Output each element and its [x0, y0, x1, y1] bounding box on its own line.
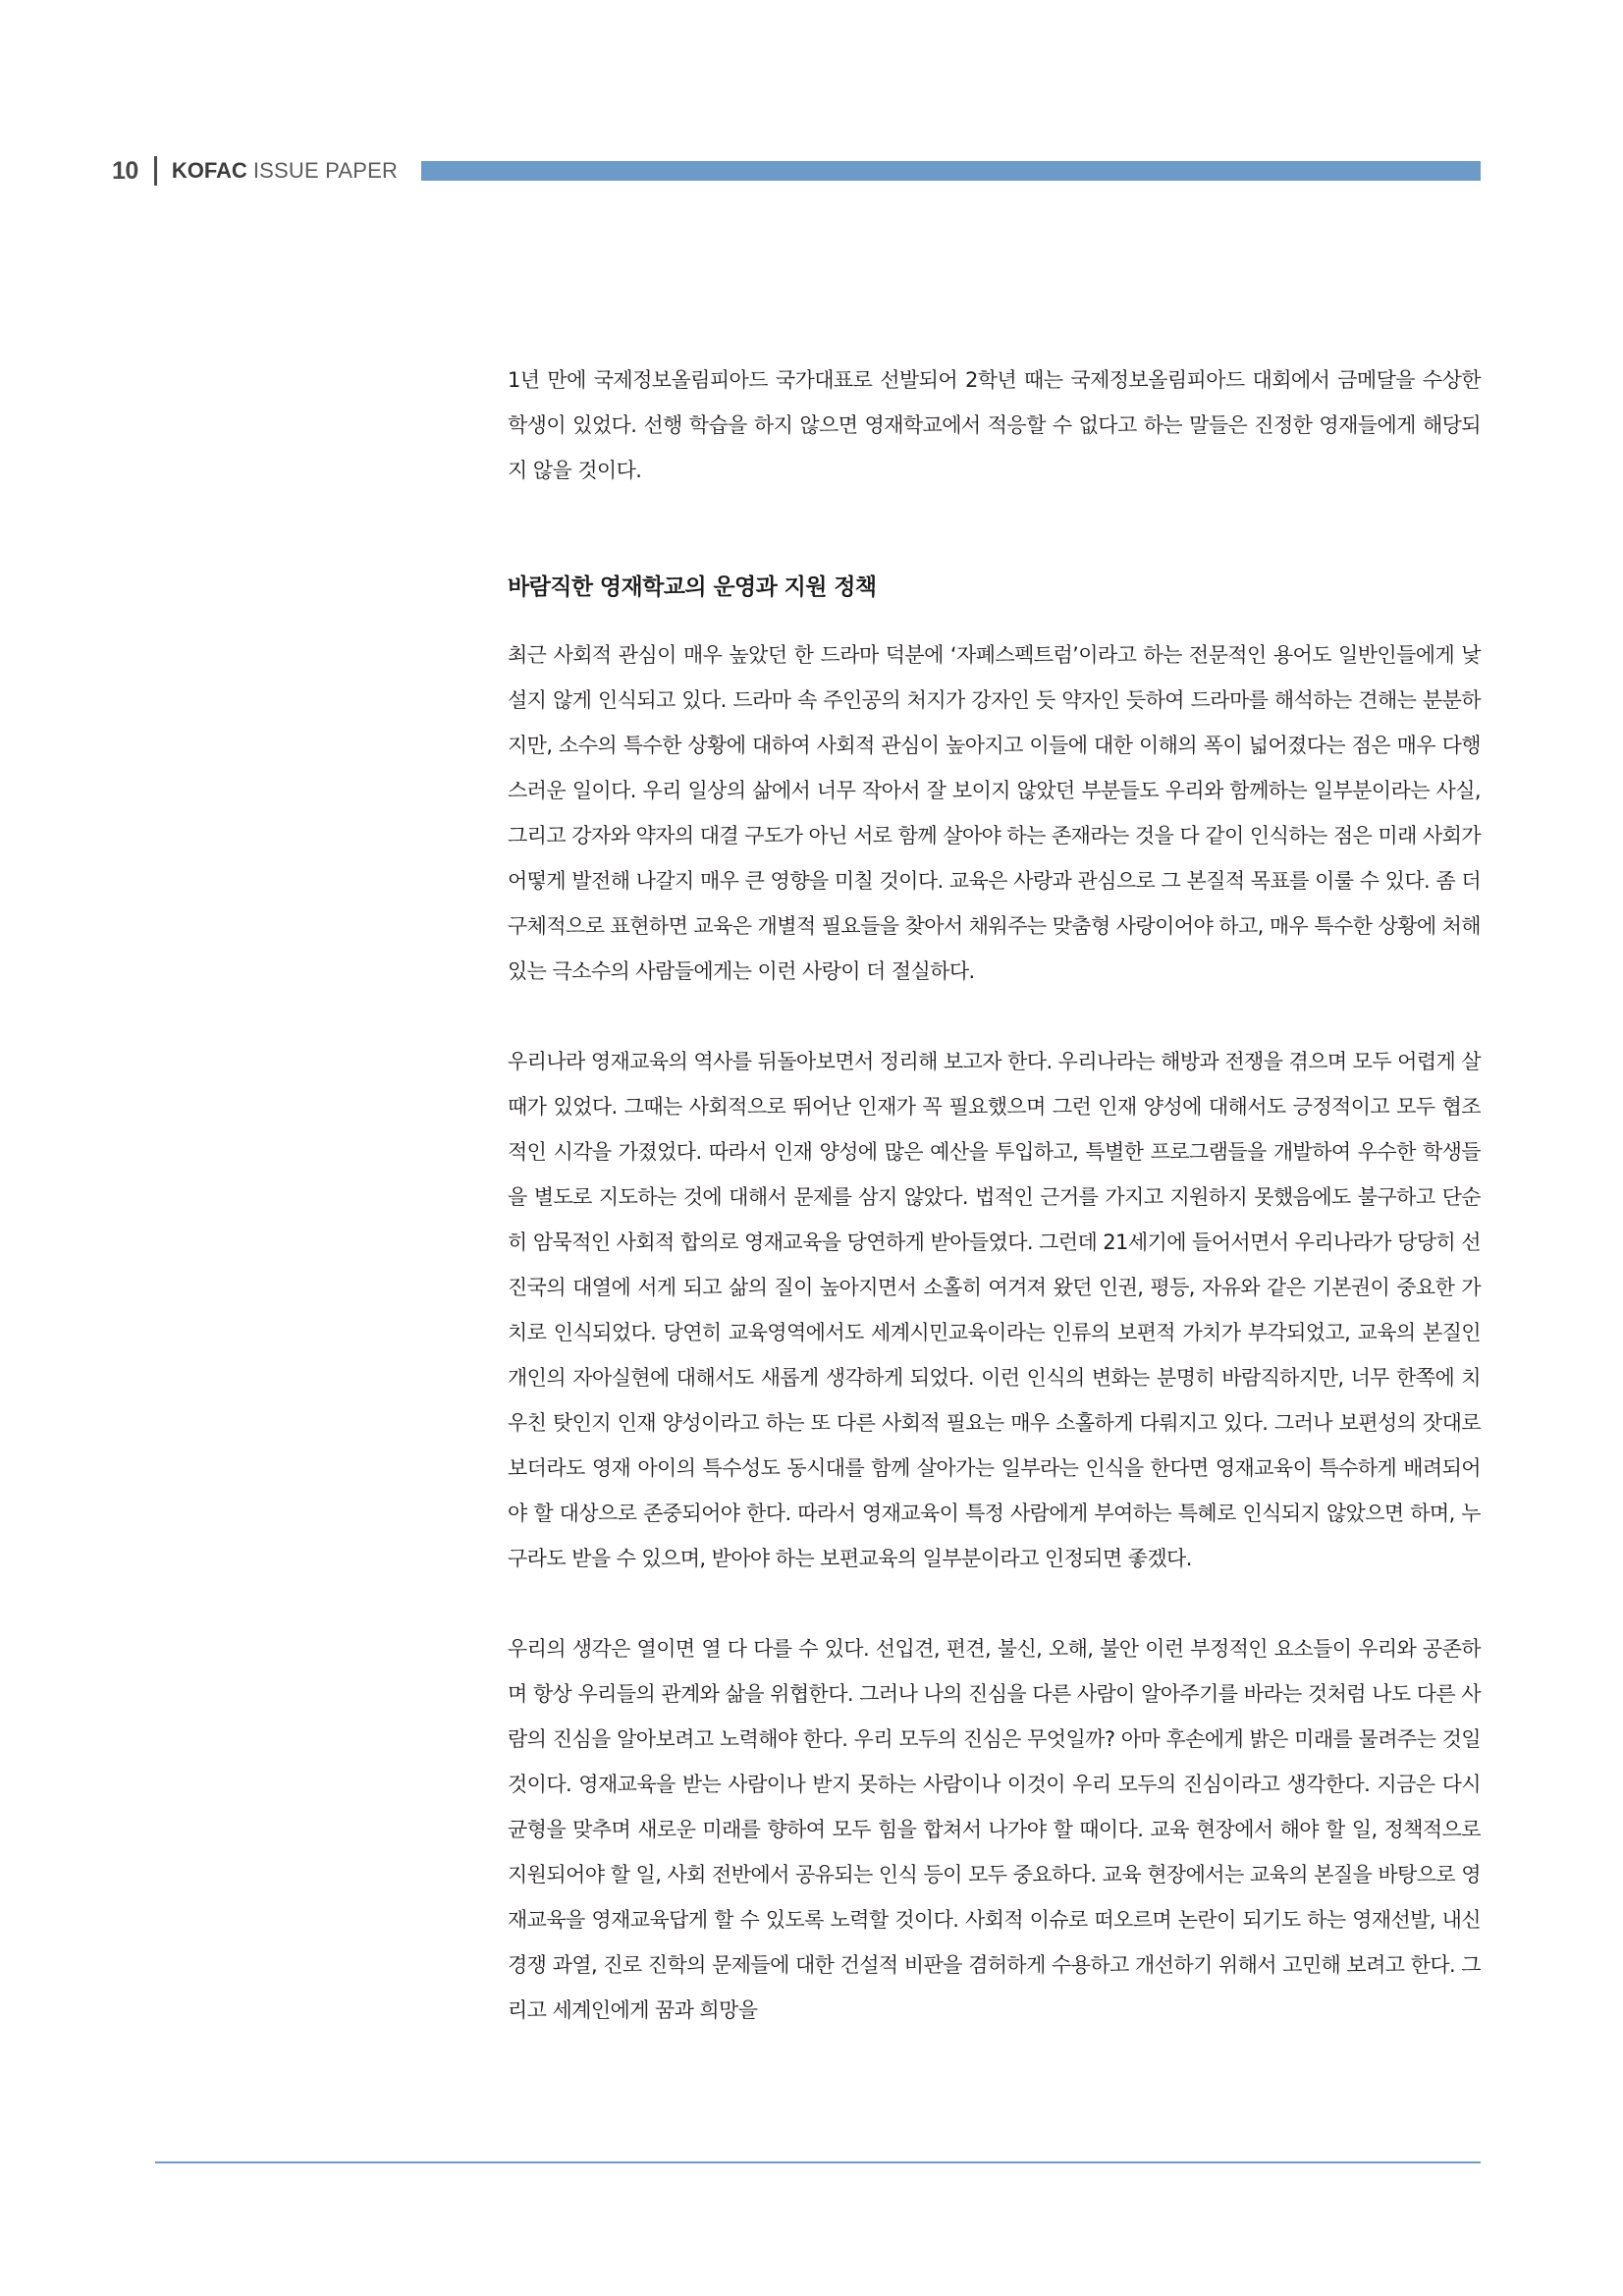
- section-heading: 바람직한 영재학교의 운영과 지원 정책: [508, 574, 877, 600]
- page-header: [112, 153, 1481, 189]
- header-divider: [154, 156, 157, 186]
- spacer: [508, 538, 1481, 568]
- body-paragraph: 우리의 생각은 열이면 열 다 다를 수 있다. 선입견, 편견, 불신, 오해, 불안 이런 부정적인 요소들이 우리와 공존하며 항상 우리들의 관계와 삶을 위협한다. 그러나 나의 진심을 다른 사람이 알아주기를 바라는 것처럼 나도 다른 사람의 진심을 알아보려고 노력해야 한다. 우리 모두의 진심은 무엇일까? 아마 후손에게 밝은 미래를 물려주는 것일 것이다. 영재교육을 받는 사람이나 받지 못하는 사람이나 이것이 우리 모두의 진심이라고 생각한다. 지금은 다시 균형을 맞추며 새로운 미래를 향하여 모두 힘을 합쳐서 나가야 할 때이다. 교육 현장에서 해야 할 일, 정책적으로 지원되어야 할 일, 사회 전반에서 공유되는 인식 등이 모두 중요하다. 교육 현장에서는 교육의 본질을 바탕으로 영재교육을 영재교육답게 할 수 있도록 노력할 것이다. 사회적 이슈로 떠오르며 논란이 되기도 하는 영재선발, 내신 경쟁 과열, 진로 진학의 문제들에 대한 건설적 비판을 겸허하게 수용하고 개선하기 위해서 고민해 보려고 한다. 그리고 세계인에게 꿈과 희망을: [508, 1637, 1481, 2022]
- spacer: [508, 994, 1481, 1039]
- intro-paragraph: 1년 만에 국제정보올림피아드 국가대표로 선발되어 2학년 때는 국제정보올림피아드 대회에서 금메달을 수상한 학생이 있었다. 선행 학습을 하지 않으면 영재학교에서 적응할 수 없다고 하는 말들은 진정한 영재들에게 해당되지 않을 것이다.: [508, 368, 1481, 482]
- spacer: [508, 493, 1481, 538]
- page-number: 10: [112, 156, 138, 185]
- article-body: [508, 357, 1481, 2033]
- body-paragraph: 최근 사회적 관심이 매우 높았던 한 드라마 덕분에 ‘자폐스펙트럼’이라고 하는 전문적인 용어도 일반인들에게 낯설지 않게 인식되고 있다. 드라마 속 주인공의 처지가 강자인 듯 약자인 듯하여 드라마를 해석하는 견해는 분분하지만, 소수의 특수한 상황에 대하여 사회적 관심이 높아지고 이들에 대한 이해의 폭이 넓어졌다는 점은 매우 다행스러운 일이다. 우리 일상의 삶에서 너무 작아서 잘 보이지 않았던 부분들도 우리와 함께하는 일부분이라는 사실, 그리고 강자와 약자의 대결 구도가 아닌 서로 함께 살아야 하는 존재라는 것을 다 같이 인식하는 점은 미래 사회가 어떻게 발전해 나갈지 매우 큰 영향을 미칠 것이다. 교육은 사랑과 관심으로 그 본질적 목표를 이룰 수 있다. 좀 더 구체적으로 표현하면 교육은 개별적 필요들을 찾아서 채워주는 맞춤형 사랑이어야 하고, 매우 특수한 상황에 처해 있는 극소수의 사람들에게는 이런 사랑이 더 절실하다.: [508, 643, 1481, 983]
- footer-rule: [155, 2161, 1481, 2163]
- body-paragraph: 우리나라 영재교육의 역사를 뒤돌아보면서 정리해 보고자 한다. 우리나라는 해방과 전쟁을 겪으며 모두 어렵게 살 때가 있었다. 그때는 사회적으로 뛰어난 인재가 꼭 필요했으며 그런 인재 양성에 대해서도 긍정적이고 모두 협조적인 시각을 가졌었다. 따라서 인재 양성에 많은 예산을 투입하고, 특별한 프로그램들을 개발하여 우수한 학생들을 별도로 지도하는 것에 대해서 문제를 삼지 않았다. 법적인 근거를 가지고 지원하지 못했음에도 불구하고 단순히 암묵적인 사회적 합의로 영재교육을 당연하게 받아들였다. 그런데 21세기에 들어서면서 우리나라가 당당히 선진국의 대열에 서게 되고 삶의 질이 높아지면서 소홀히 여겨져 왔던 인권, 평등, 자유와 같은 기본권이 중요한 가치로 인식되었다. 당연히 교육영역에서도 세계시민교육이라는 인류의 보편적 가치가 부각되었고, 교육의 본질인 개인의 자아실현에 대해서도 새롭게 생각하게 되었다. 이런 인식의 변화는 분명히 바람직하지만, 너무 한쪽에 치우친 탓인지 인재 양성이라고 하는 또 다른 사회적 필요는 매우 소홀하게 다뤄지고 있다. 그러나 보편성의 잣대로 보더라도 영재 아이의 특수성도 동시대를 함께 살아가는 일부라는 인식을 한다면 영재교육이 특수하게 배려되어야 할 대상으로 존중되어야 한다. 따라서 영재교육이 특정 사람에게 부여하는 특혜로 인식되지 않았으면 하며, 누구라도 받을 수 있으며, 받아야 하는 보편교육의 일부분이라고 인정되면 좋겠다.: [508, 1050, 1481, 1570]
- spacer: [508, 1581, 1481, 1626]
- brand-name: KOFAC: [171, 158, 247, 183]
- header-accent-bar: [421, 161, 1481, 181]
- series-name: ISSUE PAPER: [252, 158, 399, 183]
